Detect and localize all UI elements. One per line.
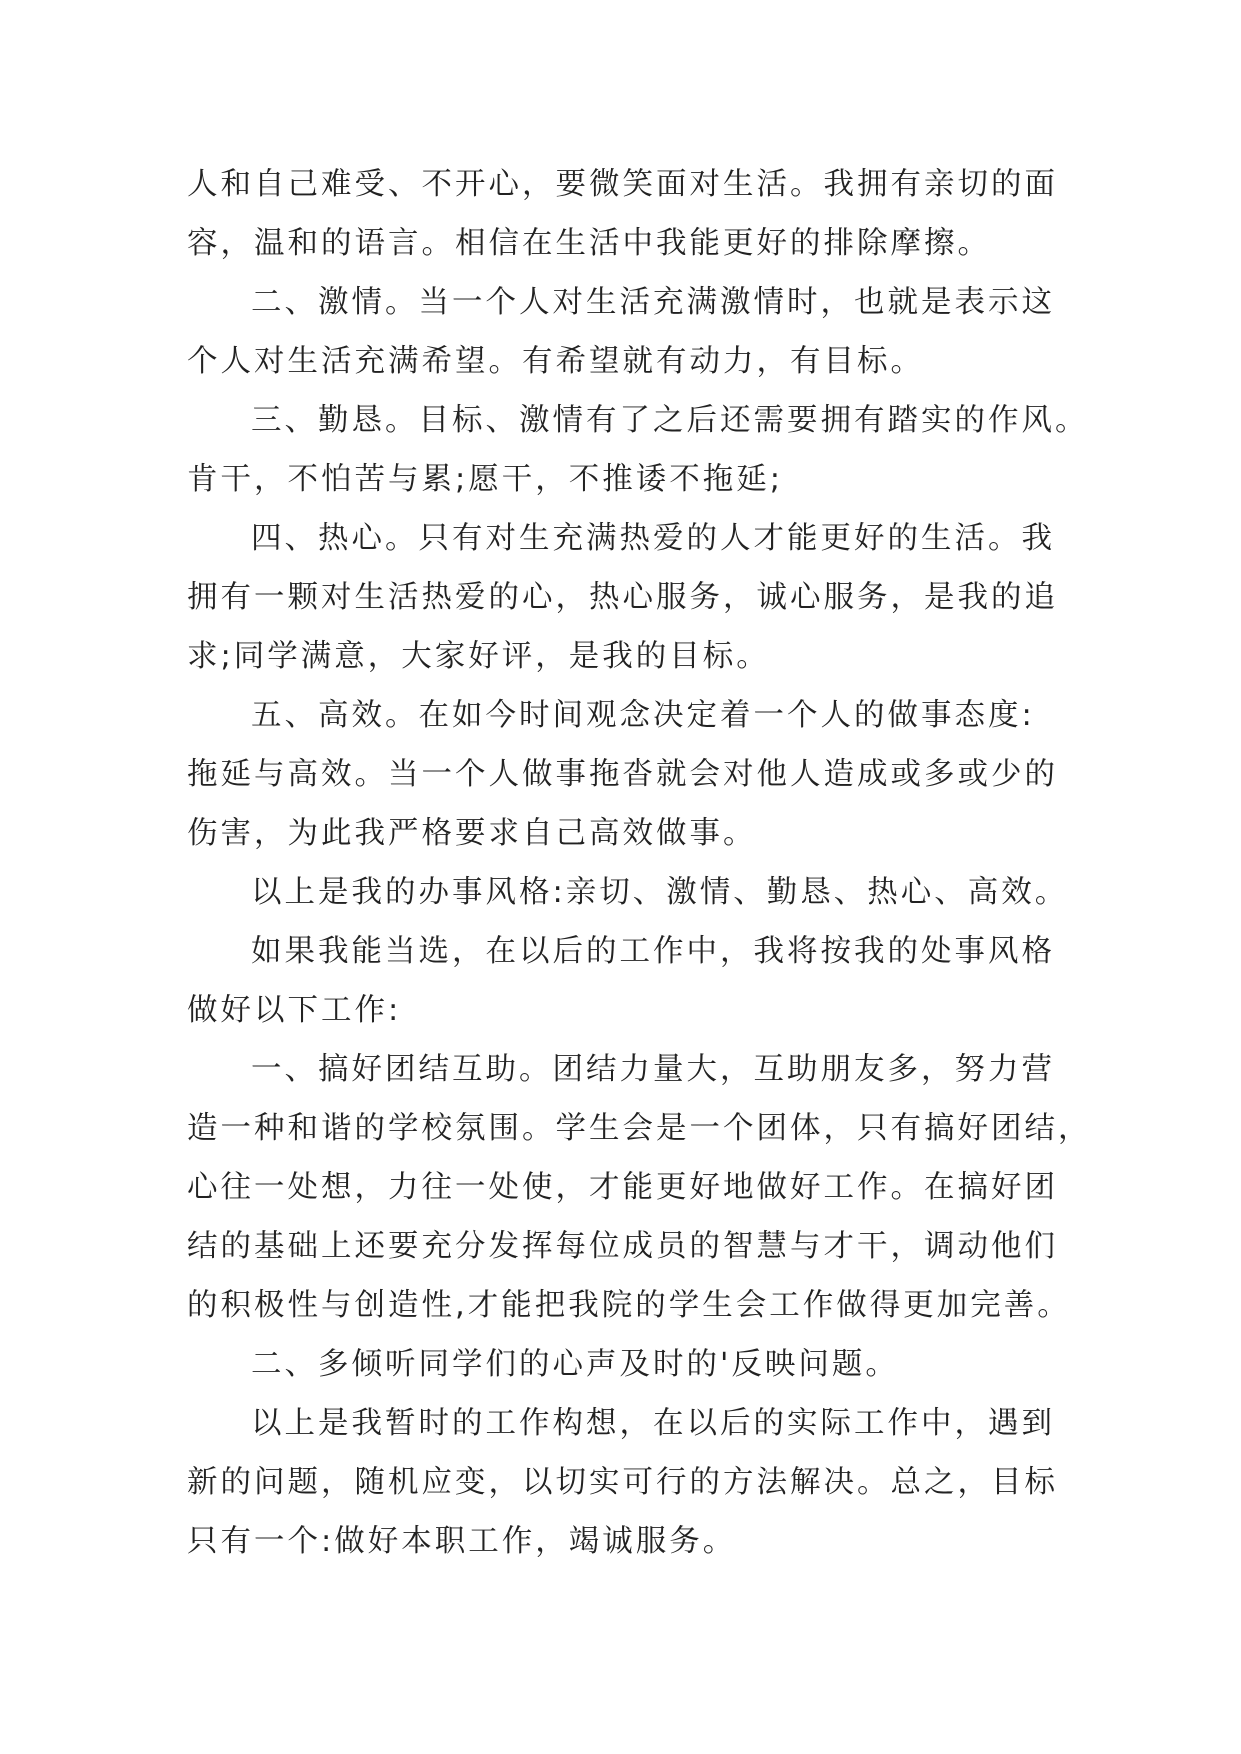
body-line: 一、搞好团结互助。团结力量大，互助朋友多，努力营 xyxy=(251,1052,1055,1087)
body-line: 二、多倾听同学们的心声及时的'反映问题。 xyxy=(251,1347,899,1382)
body-line: 四、热心。只有对生充满热爱的人才能更好的生活。我 xyxy=(251,521,1055,556)
body-line: 肯干，不怕苦与累;愿干，不推诿不拖延; xyxy=(187,462,784,497)
body-line: 如果我能当选，在以后的工作中，我将按我的处事风格 xyxy=(251,934,1055,969)
body-line: 新的问题，随机应变，以切实可行的方法解决。总之，目标 xyxy=(187,1465,1058,1500)
body-line: 人和自己难受、不开心，要微笑面对生活。我拥有亲切的面 xyxy=(187,167,1058,202)
body-line: 五、高效。在如今时间观念决定着一个人的做事态度: xyxy=(251,698,1035,733)
body-line: 心往一处想，力往一处使，才能更好地做好工作。在搞好团 xyxy=(187,1170,1058,1205)
body-line: 三、勤恳。目标、激情有了之后还需要拥有踏实的作风。 xyxy=(251,403,1089,438)
body-line: 结的基础上还要充分发挥每位成员的智慧与才干，调动他们 xyxy=(187,1229,1058,1264)
body-line: 求;同学满意，大家好评，是我的目标。 xyxy=(187,639,770,674)
document-body xyxy=(187,155,1092,1571)
body-line: 以上是我的办事风格:亲切、激情、勤恳、热心、高效。 xyxy=(251,875,1069,910)
body-line: 拖延与高效。当一个人做事拖沓就会对他人造成或多或少的 xyxy=(187,757,1058,792)
body-line: 二、激情。当一个人对生活充满激情时，也就是表示这 xyxy=(251,285,1055,320)
body-line: 只有一个:做好本职工作，竭诚服务。 xyxy=(187,1524,737,1559)
body-line: 拥有一颗对生活热爱的心，热心服务，诚心服务，是我的追 xyxy=(187,580,1058,615)
body-line: 容，温和的语言。相信在生活中我能更好的排除摩擦。 xyxy=(187,226,991,261)
body-line: 伤害，为此我严格要求自己高效做事。 xyxy=(187,816,757,851)
body-line: 个人对生活充满希望。有希望就有动力，有目标。 xyxy=(187,344,924,379)
body-line: 的积极性与创造性,才能把我院的学生会工作做得更加完善。 xyxy=(187,1288,1071,1323)
body-line: 造一种和谐的学校氛围。学生会是一个团体，只有搞好团结， xyxy=(187,1111,1092,1146)
body-line: 以上是我暂时的工作构想，在以后的实际工作中，遇到 xyxy=(251,1406,1055,1441)
body-line: 做好以下工作: xyxy=(187,993,402,1028)
